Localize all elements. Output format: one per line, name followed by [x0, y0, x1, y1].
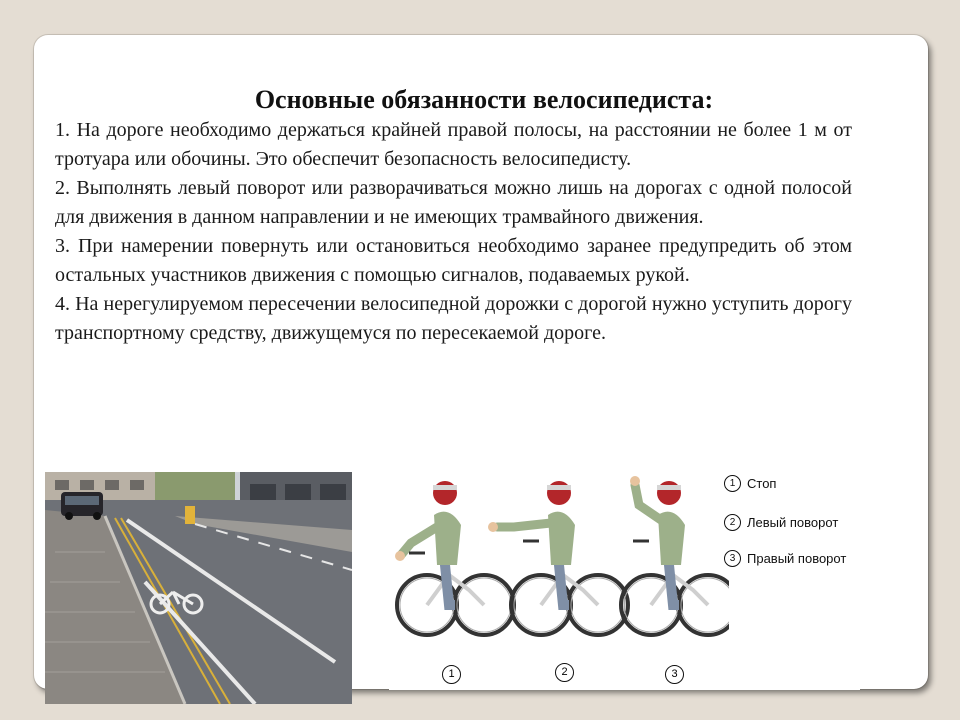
page-title: Основные обязанности велосипедиста:	[254, 85, 714, 114]
hand-signals-figure	[389, 465, 860, 690]
road-photo	[45, 472, 352, 704]
rule-item: 4. На нерегулируемом пересечении велосипедной дорожки с дорогой нужно уступить дорогу транспортному средству, движущемуся по пересекаемой дороге.	[55, 293, 852, 344]
cyclist-right-turn-figure	[621, 476, 729, 635]
cyclists-illustration	[389, 465, 729, 690]
legend-item-stop	[724, 475, 776, 492]
legend-item-right-turn	[724, 550, 846, 567]
legend-number: 2	[724, 514, 741, 531]
legend-label: Правый поворот	[747, 551, 847, 566]
figure-number: 1	[442, 665, 461, 684]
legend-number: 3	[724, 550, 741, 567]
cyclist-stop-figure	[395, 481, 514, 635]
legend-label: Стоп	[747, 476, 777, 491]
road-illustration	[45, 472, 352, 704]
rule-item: 3. При намерении повернуть или остановиться необходимо заранее предупредить об этом остальных участников движения с помощью сигналов, подаваемых рукой.	[55, 235, 852, 286]
figure-number: 2	[555, 663, 574, 682]
legend-number: 1	[724, 475, 741, 492]
rule-item: 1. На дороге необходимо держаться крайней правой полосы, на расстоянии не более 1 м от тротуара или обочины. Это обеспечит безопасность велосипедисту.	[55, 119, 852, 170]
figure-number: 3	[665, 665, 684, 684]
cyclist-left-turn-figure	[488, 481, 628, 635]
rule-item: 2. Выполнять левый поворот или разворачиваться можно лишь на дорогах с одной полосой для движения в данном направлении и не имеющих трамвайного движения.	[55, 177, 852, 228]
rules-list	[55, 116, 852, 348]
legend-label: Левый поворот	[747, 515, 839, 530]
legend-item-left-turn	[724, 514, 838, 531]
